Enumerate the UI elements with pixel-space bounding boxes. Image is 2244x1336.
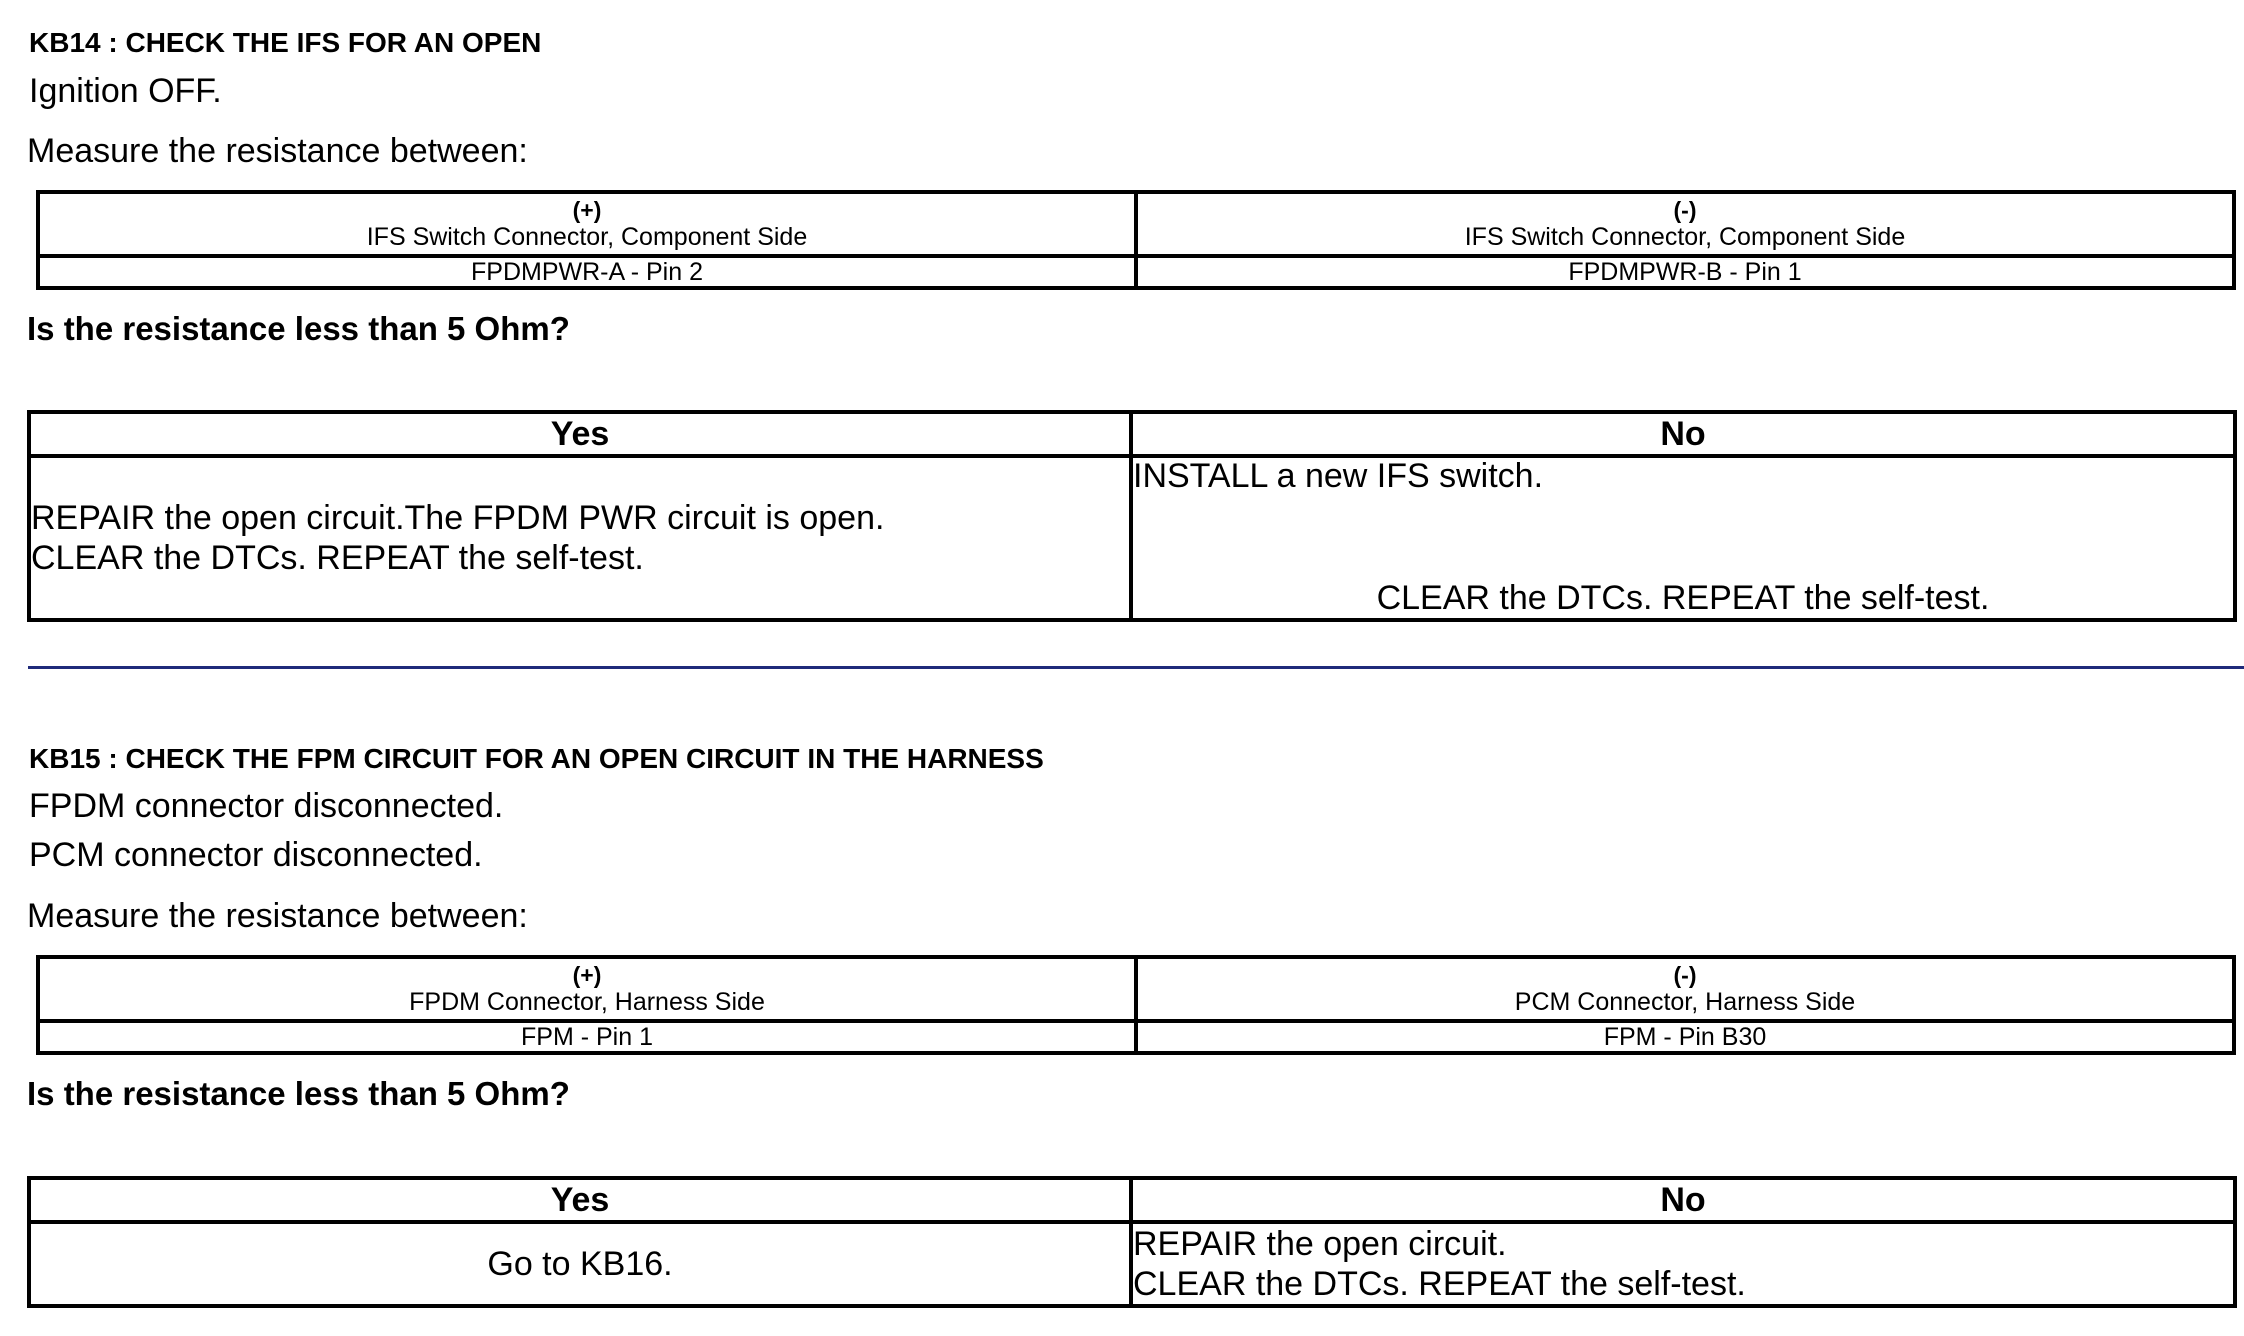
kb14-plus-connector: IFS Switch Connector, Component Side <box>366 223 808 251</box>
kb15-condition-pcm: PCM connector disconnected. <box>29 836 483 874</box>
kb15-plus-connector: FPDM Connector, Harness Side <box>409 988 765 1016</box>
kb14-title: KB14 : CHECK THE IFS FOR AN OPEN <box>29 27 542 58</box>
kb15-yes-cell: Go to KB16. <box>29 1222 1131 1306</box>
kb14-minus-header-cell <box>1136 192 2234 256</box>
kb15-title: KB15 : CHECK THE FPM CIRCUIT FOR AN OPEN CIRCUIT IN THE HARNESS <box>29 743 1044 774</box>
section-divider <box>28 666 2244 669</box>
kb14-plus-header-cell <box>38 192 1136 256</box>
kb14-minus-pin: FPDMPWR-B - Pin 1 <box>1136 256 2234 288</box>
kb14-no-line-1: INSTALL a new IFS switch. <box>1133 457 1544 495</box>
kb15-no-cell <box>1131 1222 2235 1306</box>
kb15-no-header: No <box>1131 1178 2235 1222</box>
kb15-minus-connector: PCM Connector, Harness Side <box>1514 988 1856 1016</box>
kb15-minus-pin: FPM - Pin B30 <box>1136 1021 2234 1053</box>
kb15-plus-header-cell <box>38 957 1136 1021</box>
minus-sign-label: (-) <box>1673 962 1697 988</box>
kb14-yes-line-1: REPAIR the open circuit.The FPDM PWR circuit is open. <box>31 499 885 537</box>
plus-sign-label: (+) <box>572 962 602 988</box>
kb14-no-cell <box>1131 456 2235 620</box>
kb14-measurement-table <box>36 190 2236 290</box>
plus-sign-label: (+) <box>572 197 602 223</box>
kb14-result-table <box>27 410 2237 622</box>
kb14-plus-pin: FPDMPWR-A - Pin 2 <box>38 256 1136 288</box>
kb14-condition-ignition: Ignition OFF. <box>29 72 222 110</box>
kb15-minus-header-cell <box>1136 957 2234 1021</box>
kb14-minus-connector: IFS Switch Connector, Component Side <box>1464 223 1906 251</box>
kb15-measurement-table <box>36 955 2236 1055</box>
kb14-measure-label: Measure the resistance between: <box>27 132 528 170</box>
kb15-question: Is the resistance less than 5 Ohm? <box>27 1075 570 1112</box>
kb14-no-header: No <box>1131 412 2235 456</box>
kb15-plus-pin: FPM - Pin 1 <box>38 1021 1136 1053</box>
kb14-no-line-2: CLEAR the DTCs. REPEAT the self-test. <box>1376 579 1990 617</box>
kb15-yes-header: Yes <box>29 1178 1131 1222</box>
kb15-condition-fpdm: FPDM connector disconnected. <box>29 787 504 825</box>
kb14-yes-header: Yes <box>29 412 1131 456</box>
kb14-question: Is the resistance less than 5 Ohm? <box>27 310 570 347</box>
kb14-yes-cell <box>29 456 1131 620</box>
kb14-yes-line-2: CLEAR the DTCs. REPEAT the self-test. <box>31 539 644 577</box>
minus-sign-label: (-) <box>1673 197 1697 223</box>
kb15-no-line-2: CLEAR the DTCs. REPEAT the self-test. <box>1133 1265 1746 1303</box>
kb15-measure-label: Measure the resistance between: <box>27 897 528 935</box>
kb15-no-line-1: REPAIR the open circuit. <box>1133 1225 1507 1263</box>
kb15-result-table <box>27 1176 2237 1308</box>
